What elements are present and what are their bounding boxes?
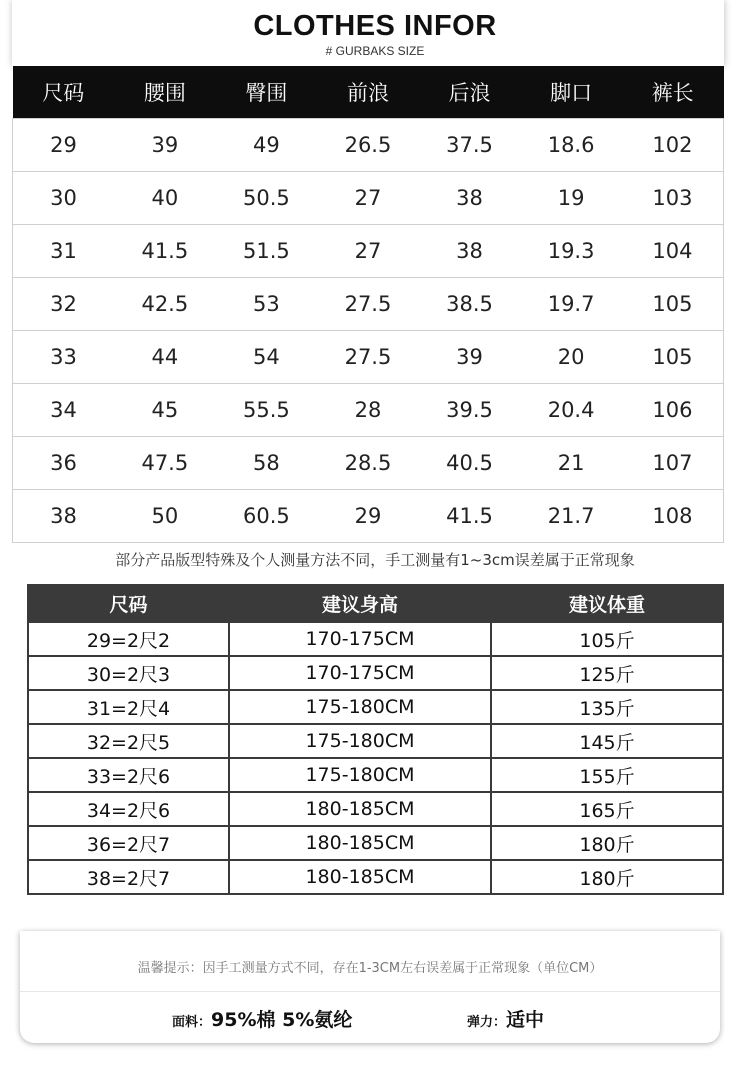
fabric-info [172, 1005, 352, 1032]
table-cell: 175-180CM [229, 758, 491, 792]
table-row [28, 860, 723, 894]
footer-tip: 温馨提示：因手工测量方式不同，存在1-3CM左右误差属于正常现象（单位CM） [137, 961, 603, 976]
table-cell: 27 [317, 172, 419, 225]
stretch-info [467, 1005, 544, 1032]
table-cell: 180-185CM [229, 860, 491, 894]
table-cell: 170-175CM [229, 656, 491, 690]
table-cell: 27.5 [317, 278, 419, 331]
table-cell: 19.7 [520, 278, 622, 331]
stretch-value: 适中 [506, 1009, 545, 1031]
column-header: 尺码 [28, 585, 229, 622]
table-cell: 39 [419, 331, 521, 384]
table-cell: 104 [622, 225, 724, 278]
table-cell: 45 [114, 384, 216, 437]
table-row [13, 490, 724, 543]
table-row [13, 225, 724, 278]
table-cell: 21 [520, 437, 622, 490]
table-cell: 21.7 [520, 490, 622, 543]
table-row [28, 724, 723, 758]
table-cell: 165斤 [491, 792, 723, 826]
table-cell: 145斤 [491, 724, 723, 758]
table-cell: 51.5 [216, 225, 318, 278]
table-cell: 180斤 [491, 826, 723, 860]
table-cell: 44 [114, 331, 216, 384]
column-header: 脚口 [520, 66, 622, 119]
table-cell: 58 [216, 437, 318, 490]
table-cell: 180-185CM [229, 792, 491, 826]
table-cell: 54 [216, 331, 318, 384]
page-subtitle: # GURBAKS SIZE [325, 44, 425, 58]
fabric-value: 95%棉 5%氨纶 [211, 1009, 353, 1031]
table-row [28, 826, 723, 860]
table-cell: 41.5 [419, 490, 521, 543]
table-cell: 180-185CM [229, 826, 491, 860]
column-header: 前浪 [317, 66, 419, 119]
table-cell: 29 [317, 490, 419, 543]
table-cell: 135斤 [491, 690, 723, 724]
table-cell: 105 [622, 278, 724, 331]
column-header: 腰围 [114, 66, 216, 119]
table-cell: 41.5 [114, 225, 216, 278]
table-cell: 34 [13, 384, 115, 437]
table-row [13, 437, 724, 490]
table-cell: 32 [13, 278, 115, 331]
table-cell: 32=2尺5 [28, 724, 229, 758]
table-cell: 50.5 [216, 172, 318, 225]
table-cell: 108 [622, 490, 724, 543]
table-cell: 50 [114, 490, 216, 543]
table-cell: 38 [13, 490, 115, 543]
stretch-label: 弹力： [467, 1015, 507, 1030]
table-cell: 39 [114, 119, 216, 172]
table-cell: 20 [520, 331, 622, 384]
table-cell: 38 [419, 225, 521, 278]
table-cell: 34=2尺6 [28, 792, 229, 826]
column-header: 建议体重 [491, 585, 723, 622]
table-cell: 26.5 [317, 119, 419, 172]
measurement-table [12, 66, 724, 543]
column-header: 尺码 [13, 66, 115, 119]
table-cell: 38=2尺7 [28, 860, 229, 894]
table-cell: 103 [622, 172, 724, 225]
table-cell: 19.3 [520, 225, 622, 278]
table-cell: 105斤 [491, 622, 723, 656]
measurement-note: 部分产品版型特殊及个人测量方法不同，手工测量有1~3cm误差属于正常现象 [115, 551, 635, 569]
table-cell: 170-175CM [229, 622, 491, 656]
table-cell: 18.6 [520, 119, 622, 172]
table-cell: 40.5 [419, 437, 521, 490]
table-cell: 31 [13, 225, 115, 278]
table-row [28, 690, 723, 724]
recommendation-header-row [28, 585, 723, 622]
table-row [28, 656, 723, 690]
table-cell: 107 [622, 437, 724, 490]
table-cell: 19 [520, 172, 622, 225]
table-cell: 27.5 [317, 331, 419, 384]
table-cell: 36=2尺7 [28, 826, 229, 860]
table-cell: 55.5 [216, 384, 318, 437]
table-cell: 31=2尺4 [28, 690, 229, 724]
table-cell: 175-180CM [229, 724, 491, 758]
table-row [28, 758, 723, 792]
table-cell: 105 [622, 331, 724, 384]
column-header: 建议身高 [229, 585, 491, 622]
table-cell: 29=2尺2 [28, 622, 229, 656]
table-cell: 49 [216, 119, 318, 172]
page-title: CLOTHES INFOR [253, 10, 497, 42]
table-cell: 37.5 [419, 119, 521, 172]
measurement-header-row [13, 66, 724, 119]
table-cell: 20.4 [520, 384, 622, 437]
table-cell: 36 [13, 437, 115, 490]
table-row [28, 792, 723, 826]
table-cell: 180斤 [491, 860, 723, 894]
table-cell: 33=2尺6 [28, 758, 229, 792]
table-cell: 155斤 [491, 758, 723, 792]
table-cell: 38 [419, 172, 521, 225]
table-row [13, 278, 724, 331]
table-cell: 30=2尺3 [28, 656, 229, 690]
table-cell: 29 [13, 119, 115, 172]
table-cell: 60.5 [216, 490, 318, 543]
column-header: 臀围 [216, 66, 318, 119]
table-cell: 28 [317, 384, 419, 437]
fabric-label: 面料： [172, 1015, 212, 1030]
table-cell: 53 [216, 278, 318, 331]
recommendation-table [27, 584, 724, 895]
table-row [13, 172, 724, 225]
table-cell: 125斤 [491, 656, 723, 690]
table-row [13, 384, 724, 437]
table-cell: 47.5 [114, 437, 216, 490]
column-header: 后浪 [419, 66, 521, 119]
table-cell: 38.5 [419, 278, 521, 331]
table-cell: 28.5 [317, 437, 419, 490]
table-row [13, 119, 724, 172]
table-cell: 39.5 [419, 384, 521, 437]
table-cell: 42.5 [114, 278, 216, 331]
table-cell: 27 [317, 225, 419, 278]
column-header: 裤长 [622, 66, 724, 119]
table-cell: 33 [13, 331, 115, 384]
table-cell: 40 [114, 172, 216, 225]
table-cell: 102 [622, 119, 724, 172]
footer-divider [20, 991, 720, 992]
table-cell: 106 [622, 384, 724, 437]
table-cell: 175-180CM [229, 690, 491, 724]
table-row [28, 622, 723, 656]
footer-card [20, 931, 720, 1043]
table-cell: 30 [13, 172, 115, 225]
table-row [13, 331, 724, 384]
